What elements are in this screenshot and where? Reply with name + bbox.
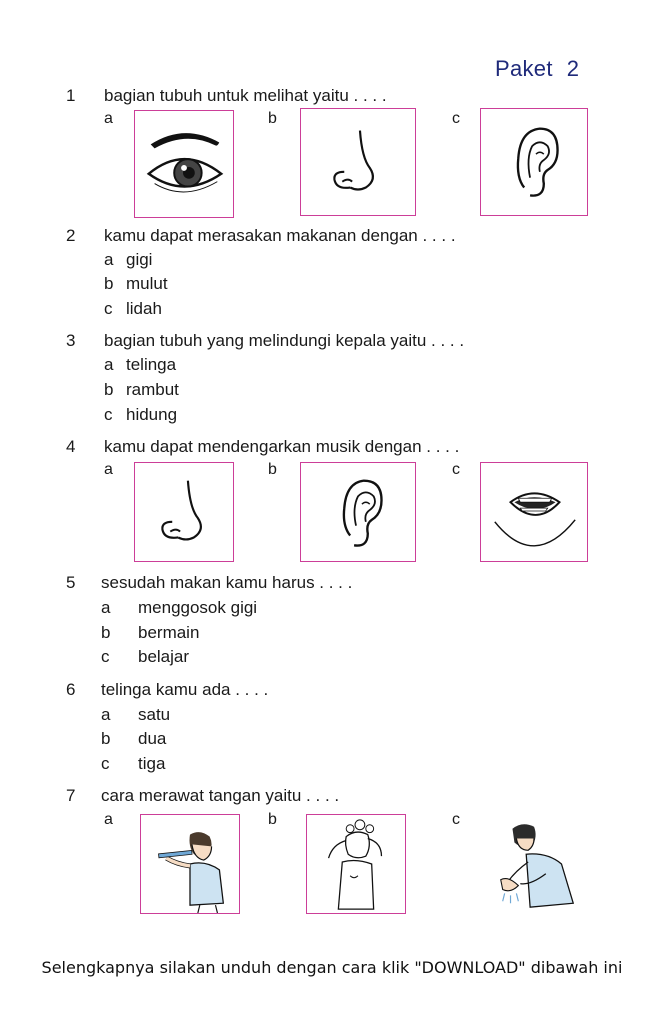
child-washing-hands-icon bbox=[487, 815, 585, 913]
option-text bbox=[104, 380, 179, 400]
option-label: satu bbox=[138, 705, 171, 724]
question-number: 2 bbox=[66, 226, 76, 245]
option-text bbox=[104, 355, 176, 375]
option-text bbox=[101, 598, 257, 618]
option-letter: a bbox=[104, 461, 113, 478]
option-letter: c bbox=[452, 811, 460, 828]
question-number: 6 bbox=[66, 680, 76, 699]
paket-number: 2 bbox=[566, 56, 580, 81]
paket-label: Paket bbox=[495, 56, 553, 81]
download-note: Selengkapnya silakan unduh dengan cara klik "DOWNLOAD" dibawah ini bbox=[41, 958, 623, 977]
question-text: cara merawat tangan yaitu . . . . bbox=[101, 786, 340, 805]
option-image-eye bbox=[134, 110, 234, 218]
option-text bbox=[101, 754, 165, 774]
ear-icon bbox=[481, 109, 587, 215]
option-letter: c bbox=[101, 754, 110, 773]
option-label: belajar bbox=[138, 647, 190, 666]
question-text: telinga kamu ada . . . . bbox=[101, 680, 269, 699]
option-text bbox=[101, 623, 199, 643]
option-label: hidung bbox=[126, 405, 178, 424]
child-washing-hair-icon bbox=[307, 815, 405, 913]
option-letter: c bbox=[104, 405, 113, 424]
child-brushing-teeth-icon bbox=[141, 815, 239, 913]
option-label: bermain bbox=[138, 623, 200, 642]
option-letter: b bbox=[268, 110, 277, 127]
option-text bbox=[101, 705, 170, 725]
option-text bbox=[104, 250, 152, 270]
option-letter: c bbox=[104, 299, 113, 318]
option-image-ear bbox=[480, 108, 588, 216]
option-letter: a bbox=[101, 598, 111, 617]
option-text bbox=[104, 274, 168, 294]
nose-icon bbox=[135, 463, 233, 561]
option-image-washing-hair bbox=[306, 814, 406, 914]
option-image-mouth bbox=[480, 462, 588, 562]
option-image-nose bbox=[134, 462, 234, 562]
option-letter: a bbox=[104, 811, 113, 828]
option-text bbox=[101, 729, 166, 749]
question-number: 4 bbox=[66, 437, 76, 456]
question-number: 1 bbox=[66, 86, 76, 105]
option-image-ear bbox=[300, 462, 416, 562]
option-image-brushing-teeth bbox=[140, 814, 240, 914]
question-number: 3 bbox=[66, 331, 76, 350]
option-letter: a bbox=[104, 355, 114, 374]
question-number: 7 bbox=[66, 786, 76, 805]
option-label: menggosok gigi bbox=[138, 598, 258, 617]
option-label: gigi bbox=[126, 250, 153, 269]
question-text: sesudah makan kamu harus . . . . bbox=[101, 573, 353, 592]
option-image-nose bbox=[300, 108, 416, 216]
option-label: rambut bbox=[126, 380, 179, 399]
ear-icon bbox=[301, 463, 415, 561]
option-letter: b bbox=[268, 461, 277, 478]
option-label: tiga bbox=[138, 754, 166, 773]
option-letter: b bbox=[104, 274, 114, 293]
page-header bbox=[495, 56, 579, 82]
option-text bbox=[101, 647, 189, 667]
option-letter: a bbox=[104, 110, 113, 127]
option-text bbox=[104, 299, 162, 319]
option-label: mulut bbox=[126, 274, 168, 293]
question-text: kamu dapat merasakan makanan dengan . . . . bbox=[104, 226, 456, 245]
option-letter: b bbox=[101, 623, 111, 642]
nose-icon bbox=[301, 109, 415, 215]
question-number: 5 bbox=[66, 573, 76, 592]
eye-icon bbox=[135, 111, 233, 217]
option-letter: b bbox=[104, 380, 114, 399]
option-letter: a bbox=[101, 705, 111, 724]
option-text bbox=[104, 405, 177, 425]
question-text: bagian tubuh yang melindungi kepala yaitu . . . . bbox=[104, 331, 465, 350]
question-text: bagian tubuh untuk melihat yaitu . . . . bbox=[104, 86, 387, 105]
option-letter: c bbox=[452, 461, 460, 478]
option-image-washing-hands bbox=[486, 814, 586, 914]
option-letter: b bbox=[268, 811, 277, 828]
option-letter: b bbox=[101, 729, 111, 748]
question-text: kamu dapat mendengarkan musik dengan . . . . bbox=[104, 437, 460, 456]
option-label: dua bbox=[138, 729, 167, 748]
option-label: telinga bbox=[126, 355, 177, 374]
option-letter: c bbox=[101, 647, 110, 666]
option-label: lidah bbox=[126, 299, 162, 318]
mouth-icon bbox=[481, 463, 587, 561]
option-letter: a bbox=[104, 250, 114, 269]
option-letter: c bbox=[452, 110, 460, 127]
